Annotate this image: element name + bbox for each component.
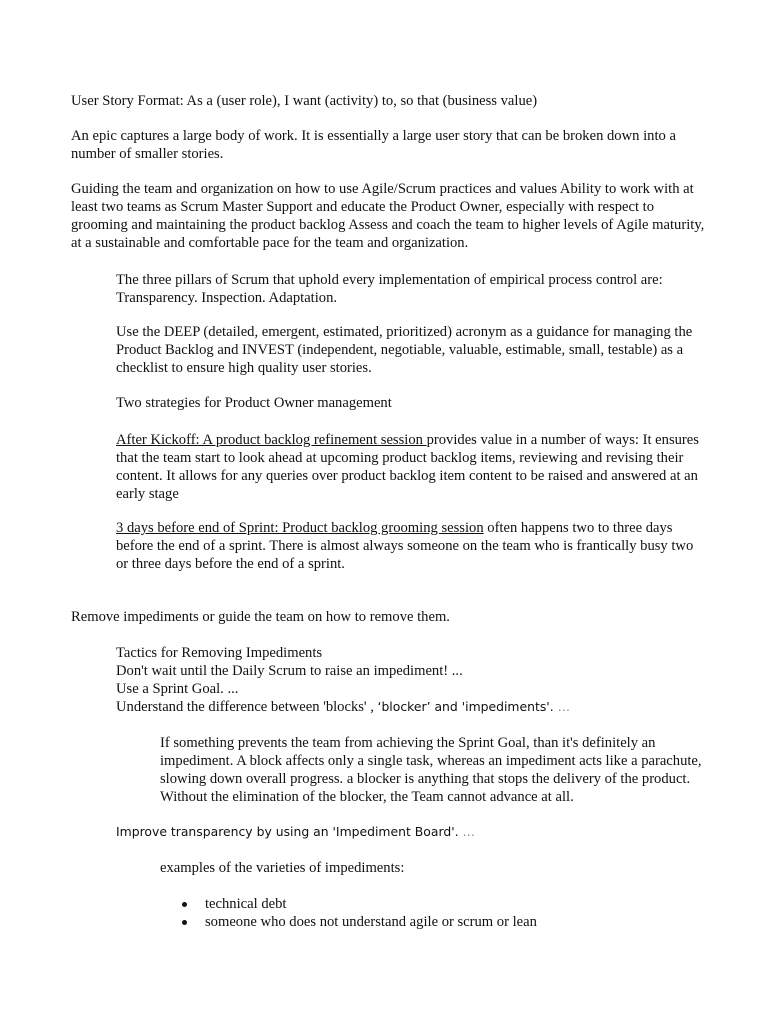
user-story-format-paragraph: User Story Format: As a (user role), I want (activity) to, so that (business value) bbox=[71, 93, 538, 109]
epic-paragraph: An epic captures a large body of work. It is essentially a large user story that can be broken down into a number of smaller stories. bbox=[71, 128, 676, 162]
guiding-team-paragraph: Guiding the team and organization on how to use Agile/Scrum practices and values Ability to work with at least two teams as Scrum Master Support and educate the Product Owner, especially with respect to grooming and maintaining the product backlog Assess and coach the team to higher levels of Agile maturity, at a sustainable and comfortable pace for the team and organization. bbox=[71, 181, 705, 251]
tactics-line-sprint-goal: Use a Sprint Goal. ... bbox=[116, 681, 239, 697]
after-kickoff-paragraph bbox=[116, 431, 706, 503]
deep-invest-paragraph: Use the DEEP (detailed, emergent, estimated, prioritized) acronym as a guidance for managing the Product Backlog and INVEST (independent, negotiable, valuable, estimable, small, testable) as a checklist to ensure high quality user stories. bbox=[116, 324, 693, 376]
bullet-icon bbox=[182, 920, 187, 925]
difference-terms: ‘blocker’ and 'impediments'. bbox=[377, 699, 554, 714]
list-item bbox=[182, 913, 537, 931]
sprint-goal-impediment-paragraph: If something prevents the team from achieving the Sprint Goal, than it's definitely an impediment. A block affects only a single task, whereas an impediment acts like a parachute, slowing down overall progress. a blocker is anything that stops the delivery of the product. Without the elimination of the blocker, the Team cannot advance at all. bbox=[160, 735, 702, 805]
after-kickoff-body: provides value in a number of ways: It ensures that the team start to look ahead at upcoming product backlog items, reviewing and revising their content. It allows for any queries over product backlog item content to be raised and answered at an early stage bbox=[116, 432, 699, 502]
tactics-block bbox=[116, 644, 716, 716]
list-item-text: someone who does not understand agile or scrum or lean bbox=[205, 914, 537, 930]
two-strategies-paragraph: Two strategies for Product Owner management bbox=[116, 395, 392, 411]
three-pillars-paragraph: The three pillars of Scrum that uphold every implementation of empirical process control are: Transparency. Inspection. Adaptation. bbox=[116, 272, 663, 306]
impediment-examples-paragraph: examples of the varieties of impediments: bbox=[160, 860, 405, 876]
tactics-line-daily-scrum: Don't wait until the Daily Scrum to raise an impediment! ... bbox=[116, 663, 463, 679]
three-days-before-paragraph bbox=[116, 519, 706, 573]
impediment-board-paragraph bbox=[116, 823, 716, 841]
tactics-line-title: Tactics for Removing Impediments bbox=[116, 645, 323, 661]
remove-impediments-paragraph: Remove impediments or guide the team on how to remove them. bbox=[71, 609, 450, 625]
three-days-before-body: often happens two to three days before the end of a sprint. There is almost always someone on the team who is frantically busy two or three days before the end of a sprint. bbox=[116, 520, 694, 572]
tactics-line-difference bbox=[116, 698, 716, 716]
bullet-icon bbox=[182, 902, 187, 907]
impediment-board-ellipsis: … bbox=[458, 824, 475, 839]
after-kickoff-heading: After Kickoff: A product backlog refinement session bbox=[116, 432, 427, 448]
difference-text: Understand the difference between 'blocks' , bbox=[116, 699, 378, 715]
list-item-text: technical debt bbox=[205, 896, 287, 912]
three-days-before-heading: 3 days before end of Sprint: Product backlog grooming session bbox=[116, 520, 484, 536]
difference-ellipsis: … bbox=[553, 699, 570, 714]
impediment-examples-list bbox=[182, 895, 537, 931]
list-item bbox=[182, 895, 537, 913]
impediment-board-text: Improve transparency by using an 'Impediment Board'. bbox=[116, 824, 459, 839]
